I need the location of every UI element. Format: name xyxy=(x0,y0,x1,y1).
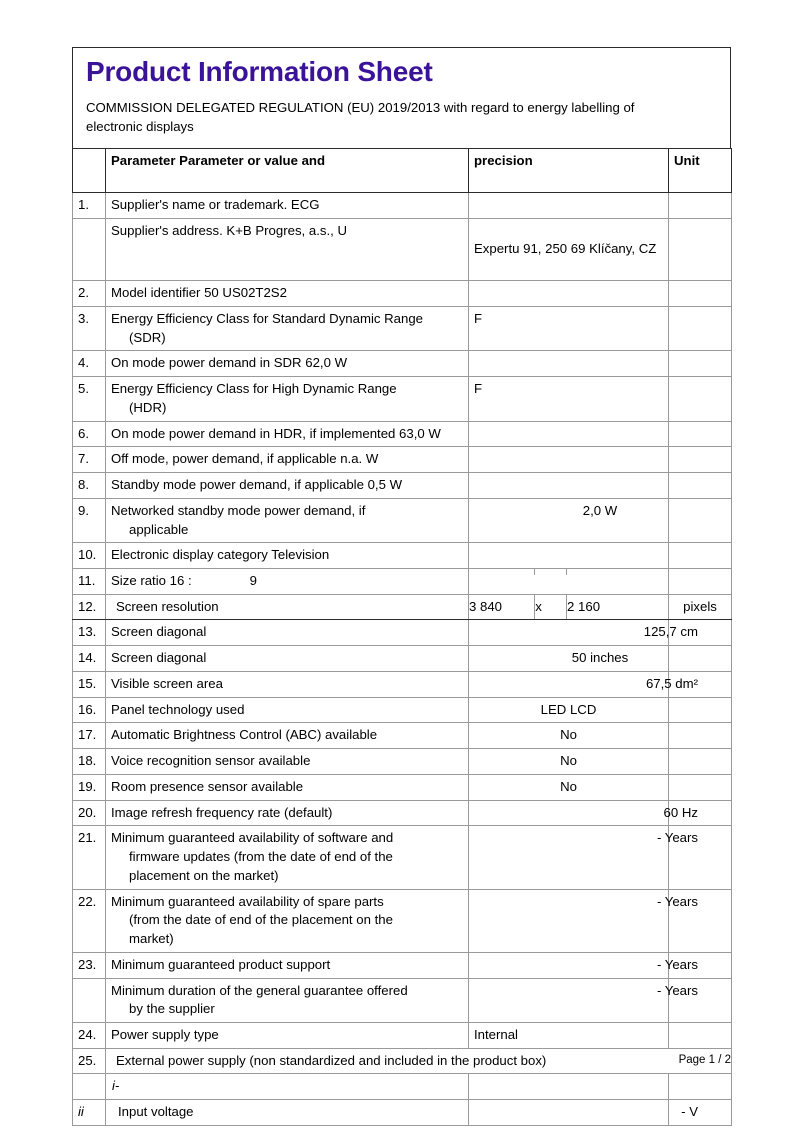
sub-cell-x xyxy=(535,569,567,575)
row-value: 125,7 cm xyxy=(643,624,698,640)
row-label xyxy=(106,306,469,350)
page-title: Product Information Sheet xyxy=(86,56,433,87)
row-unit xyxy=(669,351,732,377)
row-number: 17. xyxy=(73,723,106,749)
page-footer: Page 1 / 2 xyxy=(678,1054,731,1066)
sub-cell-b xyxy=(567,569,668,575)
row-number: 2. xyxy=(73,281,106,307)
row-label: On mode power demand in SDR 62,0 W xyxy=(106,351,469,377)
table-row xyxy=(73,569,732,595)
row-unit xyxy=(669,569,732,595)
row-unit xyxy=(669,306,732,350)
header-number-cell xyxy=(73,149,106,193)
row-number: 18. xyxy=(73,749,106,775)
header-unit: Unit xyxy=(669,149,732,193)
row-label: Supplier's name or trademark. ECG xyxy=(106,193,469,219)
row-label-line3: market) xyxy=(129,931,174,947)
row-label-line1: Minimum duration of the general guarantee offered xyxy=(111,982,408,998)
row-number: 14. xyxy=(73,646,106,672)
row-label: Panel technology used xyxy=(106,697,469,723)
row-label xyxy=(106,978,469,1022)
table-row xyxy=(73,306,732,350)
row-value: No xyxy=(469,723,669,749)
row-unit xyxy=(669,193,732,219)
row-value: - Years xyxy=(656,956,698,972)
row-number xyxy=(73,219,106,281)
table-row xyxy=(73,193,732,219)
table-row xyxy=(73,889,732,952)
row-unit xyxy=(669,1100,732,1126)
row-label: Screen diagonal xyxy=(106,646,469,672)
table-row xyxy=(73,351,732,377)
row-number: 6. xyxy=(73,421,106,447)
table-row xyxy=(73,421,732,447)
table-row xyxy=(73,800,732,826)
row-unit xyxy=(669,774,732,800)
row-number: 16. xyxy=(73,697,106,723)
row-number: 20. xyxy=(73,800,106,826)
row-number: 9. xyxy=(73,498,106,542)
row-label-line1: Energy Efficiency Class for Standard Dynamic Range xyxy=(111,310,424,326)
row-value xyxy=(469,543,669,569)
row-unit xyxy=(669,1022,732,1048)
row-label-text: Size ratio 16 : xyxy=(111,573,192,589)
row-value-cell xyxy=(469,1100,698,1126)
table-row xyxy=(73,377,732,421)
row-number xyxy=(73,978,106,1022)
row-value-cell xyxy=(469,826,698,889)
row-value-cell xyxy=(469,800,698,826)
row-value: - Years xyxy=(656,982,698,998)
table-row xyxy=(73,697,732,723)
row-number: 22. xyxy=(73,889,106,952)
row-unit xyxy=(669,219,732,281)
row-label-line1: Minimum guaranteed availability of software and xyxy=(111,830,394,846)
row-value-cell xyxy=(469,646,669,672)
row-value xyxy=(469,281,669,307)
row-label-line2: by the supplier xyxy=(129,1001,215,1017)
row-value-cell xyxy=(469,620,698,646)
row-label: Image refresh frequency rate (default) xyxy=(106,800,469,826)
header-precision: precision xyxy=(469,149,669,193)
row-value: - Years xyxy=(656,830,698,846)
row-label: Screen diagonal xyxy=(106,620,469,646)
row-value: - Years xyxy=(656,893,698,909)
row-label-ratio-value: 9 xyxy=(249,573,257,589)
row-value xyxy=(469,1074,669,1100)
row-label: Standby mode power demand, if applicable 0,5 W xyxy=(106,473,469,499)
row-label: Input voltage xyxy=(106,1100,469,1126)
row-value-cell xyxy=(469,671,698,697)
row-number: ii xyxy=(73,1100,106,1126)
row-number: 13. xyxy=(73,620,106,646)
row-number: 23. xyxy=(73,952,106,978)
document-subtitle: COMMISSION DELEGATED REGULATION (EU) 2019/2013 with regard to energy labelling of electronic displays xyxy=(86,100,635,135)
row-number: 25. xyxy=(73,1048,106,1074)
row-label: Voice recognition sensor available xyxy=(106,749,469,775)
row-number: 5. xyxy=(73,377,106,421)
header-parameter: Parameter Parameter or value and xyxy=(106,149,469,193)
row-number: 3. xyxy=(73,306,106,350)
row-number: 8. xyxy=(73,473,106,499)
row-number: 11. xyxy=(73,569,106,595)
row-label-line2: applicable xyxy=(129,521,189,537)
row-value: F xyxy=(469,306,669,350)
resolution-separator: x xyxy=(535,595,567,620)
row-label: Minimum guaranteed product support xyxy=(106,952,469,978)
row-number: 1. xyxy=(73,193,106,219)
table-row xyxy=(73,594,732,620)
row-label-line1: Networked standby mode power demand, if xyxy=(111,502,366,518)
row-number: 15. xyxy=(73,671,106,697)
row-unit xyxy=(669,543,732,569)
row-number: 21. xyxy=(73,826,106,889)
row-value: Expertu 91, 250 69 Klíčany, CZ xyxy=(469,219,669,281)
row-label: i- xyxy=(106,1074,469,1100)
row-number: 4. xyxy=(73,351,106,377)
row-label: Model identifier 50 US02T2S2 xyxy=(106,281,469,307)
row-value: No xyxy=(469,774,669,800)
row-value: - V xyxy=(681,1104,698,1120)
table-row xyxy=(73,1074,732,1100)
row-label xyxy=(106,889,469,952)
row-value-cell xyxy=(469,952,698,978)
resolution-width: 3 840 xyxy=(469,595,535,620)
table-row xyxy=(73,498,732,542)
table-row xyxy=(73,749,732,775)
row-label: Electronic display category Television xyxy=(106,543,469,569)
row-label: Screen resolution xyxy=(106,594,469,620)
row-value: 60 Hz xyxy=(663,804,698,820)
table-row xyxy=(73,543,732,569)
table-row xyxy=(73,952,732,978)
document-header xyxy=(72,47,731,148)
table-row xyxy=(73,281,732,307)
row-value: Internal xyxy=(469,1022,669,1048)
row-label: Power supply type xyxy=(106,1022,469,1048)
row-number: 7. xyxy=(73,447,106,473)
row-unit: pixels xyxy=(669,594,732,620)
row-label: External power supply (non standardized and included in the product box) xyxy=(106,1048,732,1074)
row-label xyxy=(106,826,469,889)
table-row xyxy=(73,723,732,749)
table-row xyxy=(73,646,732,672)
row-value: No xyxy=(469,749,669,775)
row-unit xyxy=(669,447,732,473)
row-unit xyxy=(669,1074,732,1100)
row-value-split xyxy=(469,594,669,620)
row-label: Automatic Brightness Control (ABC) available xyxy=(106,723,469,749)
product-information-table xyxy=(72,148,732,1125)
document-page xyxy=(72,47,731,1126)
row-label: Visible screen area xyxy=(106,671,469,697)
row-value xyxy=(469,473,669,499)
row-unit xyxy=(669,473,732,499)
sub-cell-a xyxy=(469,569,535,575)
row-number: 24. xyxy=(73,1022,106,1048)
table-row xyxy=(73,978,732,1022)
row-label: On mode power demand in HDR, if implemented 63,0 W xyxy=(106,421,469,447)
row-label xyxy=(106,569,469,595)
row-label xyxy=(106,498,469,542)
row-value: F xyxy=(469,377,669,421)
row-label: Room presence sensor available xyxy=(106,774,469,800)
row-value-cell xyxy=(469,498,669,542)
table-row xyxy=(73,620,732,646)
table-row xyxy=(73,219,732,281)
table-row xyxy=(73,1022,732,1048)
row-number: 19. xyxy=(73,774,106,800)
row-unit xyxy=(669,421,732,447)
row-value-cell xyxy=(469,889,698,952)
row-label-line2: (HDR) xyxy=(129,399,167,415)
row-value-cell xyxy=(469,978,698,1022)
row-value: 50 inches xyxy=(571,650,629,666)
resolution-height: 2 160 xyxy=(567,598,601,614)
table-row xyxy=(73,826,732,889)
row-label-line2: firmware updates (from the date of end of the xyxy=(129,849,393,865)
table-row xyxy=(73,447,732,473)
row-label: Off mode, power demand, if applicable n.a. W xyxy=(106,447,469,473)
row-value: 2,0 W xyxy=(582,502,618,518)
row-number xyxy=(73,1074,106,1100)
row-value xyxy=(469,193,669,219)
row-label-line2: (SDR) xyxy=(129,329,166,345)
row-unit xyxy=(669,377,732,421)
row-unit xyxy=(669,749,732,775)
row-number: 10. xyxy=(73,543,106,569)
table-row xyxy=(73,671,732,697)
table-header-row xyxy=(73,149,732,193)
row-unit xyxy=(669,697,732,723)
row-value xyxy=(469,351,669,377)
table-row xyxy=(73,774,732,800)
row-value-split xyxy=(469,569,669,595)
row-value: 67,5 dm² xyxy=(645,675,698,691)
row-unit xyxy=(669,281,732,307)
row-number: 12. xyxy=(73,594,106,620)
row-label: Supplier's address. K+B Progres, a.s., U xyxy=(106,219,469,281)
row-label-line3: placement on the market) xyxy=(129,867,279,883)
row-label-line1: Energy Efficiency Class for High Dynamic Range xyxy=(111,381,397,397)
row-label-line2: (from the date of end of the placement on the xyxy=(129,912,393,928)
table-row xyxy=(73,473,732,499)
row-label-line1: Minimum guaranteed availability of spare parts xyxy=(111,893,384,909)
row-label xyxy=(106,377,469,421)
row-value xyxy=(469,447,669,473)
table-row xyxy=(73,1100,732,1126)
row-value xyxy=(469,421,669,447)
row-value: LED LCD xyxy=(469,697,669,723)
row-unit xyxy=(669,723,732,749)
